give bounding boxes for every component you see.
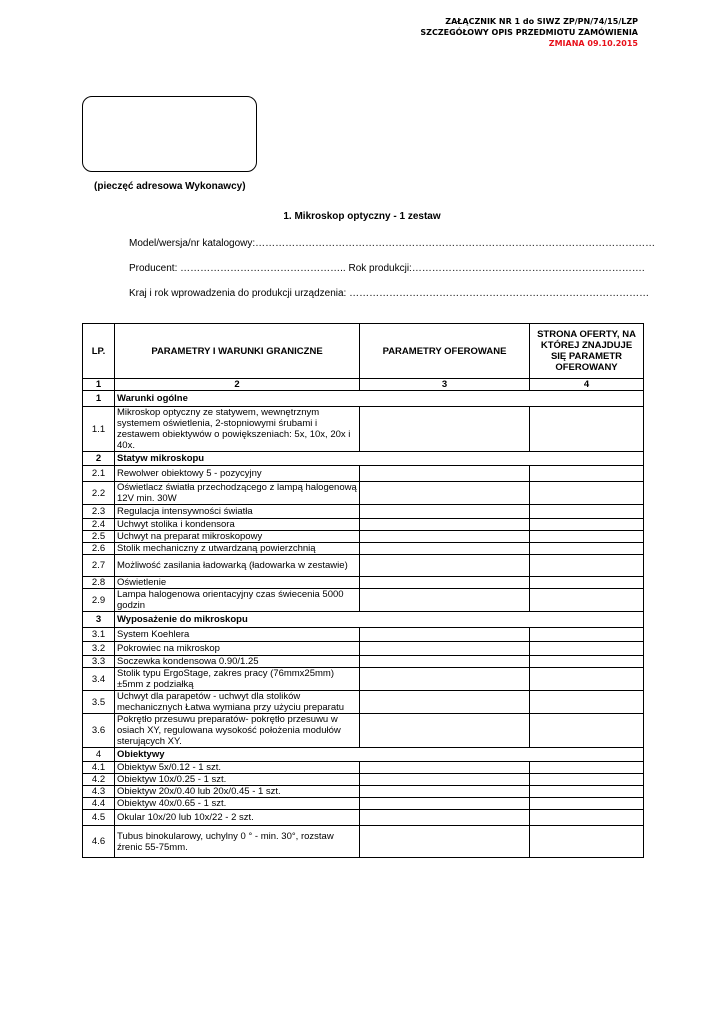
table-row [83,714,644,748]
section-heading: Statyw mikroskopu [115,452,644,466]
offer-page-cell[interactable] [530,577,644,589]
row-number: 2.8 [83,577,115,589]
parameter-text: Pokrętło przesuwu preparatów- pokrętło przesuwu w osiach XY, regulowana wysokość położenia modułów sterujących XY. [115,714,360,748]
offered-parameter-cell[interactable] [360,691,530,714]
specification-table [82,323,644,858]
row-number: 4.4 [83,798,115,810]
table-header-row [83,324,644,379]
offer-page-cell[interactable] [530,656,644,668]
row-number: 3.5 [83,691,115,714]
parameter-text: System Koehlera [115,628,360,642]
offer-page-cell[interactable] [530,668,644,691]
table-row [83,642,644,656]
parameter-text: Uchwyt stolika i kondensora [115,519,360,531]
parameter-text: Uchwyt na preparat mikroskopowy [115,531,360,543]
parameter-text: Oświetlenie [115,577,360,589]
offer-page-cell[interactable] [530,762,644,774]
parameter-text: Uchwyt dla parapetów - uchwyt dla stolików mechanicznych Łatwa wymiana przy użyciu preparatu [115,691,360,714]
header-params: PARAMETRY I WARUNKI GRANICZNE [115,324,360,379]
parameter-text: Soczewka kondensowa 0.90/1.25 [115,656,360,668]
row-number: 3.2 [83,642,115,656]
row-number: 3 [83,612,115,628]
column-number: 4 [530,379,644,391]
parameter-text: Okular 10x/20 lub 10x/22 - 2 szt. [115,810,360,826]
parameter-text: Obiektyw 40x/0.65 - 1 szt. [115,798,360,810]
table-row [83,505,644,519]
offered-parameter-cell[interactable] [360,642,530,656]
offered-parameter-cell[interactable] [360,714,530,748]
offer-page-cell[interactable] [530,628,644,642]
offer-page-cell[interactable] [530,543,644,555]
change-date: ZMIANA 09.10.2015 [548,39,638,48]
table-row [83,577,644,589]
section-heading: Obiektywy [115,748,644,762]
table-row [83,786,644,798]
section-title: 1. Mikroskop optyczny - 1 zestaw [283,211,441,222]
offer-page-cell[interactable] [530,407,644,452]
attachment-subtitle: SZCZEGÓŁOWY OPIS PRZEDMIOTU ZAMÓWIENIA [420,28,638,37]
parameter-text: Obiektyw 10x/0.25 - 1 szt. [115,774,360,786]
column-number-row [83,379,644,391]
section-row [83,452,644,466]
table-row [83,482,644,505]
document-header [420,16,638,49]
offer-page-cell[interactable] [530,531,644,543]
offered-parameter-cell[interactable] [360,531,530,543]
header-page: STRONA OFERTY, NA KTÓREJ ZNAJDUJE SIĘ PARAMETR OFEROWANY [530,324,644,379]
table-row [83,656,644,668]
producer-field[interactable]: Producent: ………………………………………….. Rok produkcji:……………………………………………………………. [129,263,645,274]
offered-parameter-cell[interactable] [360,826,530,858]
row-number: 3.4 [83,668,115,691]
table-row [83,589,644,612]
offer-page-cell[interactable] [530,466,644,482]
offered-parameter-cell[interactable] [360,668,530,691]
row-number: 2.9 [83,589,115,612]
offered-parameter-cell[interactable] [360,555,530,577]
table-row [83,826,644,858]
parameter-text: Możliwość zasilania ładowarką (ładowarka w zestawie) [115,555,360,577]
parameter-text: Obiektyw 5x/0.12 - 1 szt. [115,762,360,774]
table-row [83,691,644,714]
table-row [83,555,644,577]
row-number: 2.5 [83,531,115,543]
column-number: 3 [360,379,530,391]
section-heading: Warunki ogólne [115,391,644,407]
model-field[interactable]: Model/wersja/nr katalogowy:………………………………………………………………………………………………………… [129,238,656,249]
row-number: 3.3 [83,656,115,668]
offer-page-cell[interactable] [530,826,644,858]
table-row [83,407,644,452]
offer-page-cell[interactable] [530,774,644,786]
offer-page-cell[interactable] [530,810,644,826]
offered-parameter-cell[interactable] [360,505,530,519]
parameter-text: Mikroskop optyczny ze statywem, wewnętrznym systemem oświetlenia, 2-stopniowymi śrubami i zestawem obiektywów o powiększeniach: 5x, 10x, 20x i 40x. [115,407,360,452]
row-number: 4.6 [83,826,115,858]
offered-parameter-cell[interactable] [360,774,530,786]
row-number: 4.3 [83,786,115,798]
offered-parameter-cell[interactable] [360,577,530,589]
offered-parameter-cell[interactable] [360,798,530,810]
row-number: 4.2 [83,774,115,786]
offer-page-cell[interactable] [530,798,644,810]
country-field[interactable]: Kraj i rok wprowadzenia do produkcji urządzenia: ……………………………………………………………………………… [129,288,650,299]
offered-parameter-cell[interactable] [360,589,530,612]
parameter-text: Tubus binokularowy, uchylny 0 ° - min. 30°, rozstaw źrenic 55-75mm. [115,826,360,858]
row-number: 2.3 [83,505,115,519]
row-number: 2.4 [83,519,115,531]
offered-parameter-cell[interactable] [360,543,530,555]
section-row [83,748,644,762]
parameter-text: Stolik mechaniczny z utwardzaną powierzchnią [115,543,360,555]
table-row [83,668,644,691]
offered-parameter-cell[interactable] [360,762,530,774]
section-row [83,391,644,407]
table-row [83,466,644,482]
parameter-text: Regulacja intensywności światła [115,505,360,519]
column-number: 1 [83,379,115,391]
row-number: 2.1 [83,466,115,482]
offered-parameter-cell[interactable] [360,786,530,798]
offer-page-cell[interactable] [530,555,644,577]
table-row [83,762,644,774]
table-row [83,628,644,642]
offer-page-cell[interactable] [530,589,644,612]
offered-parameter-cell[interactable] [360,482,530,505]
row-number: 4.1 [83,762,115,774]
table-row [83,531,644,543]
parameter-text: Oświetlacz światła przechodzącego z lampą halogenową 12V min. 30W [115,482,360,505]
row-number: 3.6 [83,714,115,748]
row-number: 2.6 [83,543,115,555]
attachment-title: ZAŁĄCZNIK NR 1 do SIWZ ZP/PN/74/15/LZP [445,17,638,26]
row-number: 4 [83,748,115,762]
offer-page-cell[interactable] [530,786,644,798]
table-row [83,798,644,810]
offered-parameter-cell[interactable] [360,810,530,826]
stamp-caption: (pieczęć adresowa Wykonawcy) [94,181,246,192]
table-row [83,810,644,826]
row-number: 1.1 [83,407,115,452]
company-stamp-box [82,96,257,172]
column-number: 2 [115,379,360,391]
section-row [83,612,644,628]
table-row [83,543,644,555]
offered-parameter-cell[interactable] [360,407,530,452]
offered-parameter-cell[interactable] [360,656,530,668]
row-number: 2 [83,452,115,466]
offer-page-cell[interactable] [530,482,644,505]
parameter-text: Obiektyw 20x/0.40 lub 20x/0.45 - 1 szt. [115,786,360,798]
parameter-text: Pokrowiec na mikroskop [115,642,360,656]
offer-page-cell[interactable] [530,691,644,714]
offered-parameter-cell[interactable] [360,628,530,642]
parameter-text: Rewolwer obiektowy 5 - pozycyjny [115,466,360,482]
row-number: 2.2 [83,482,115,505]
offer-page-cell[interactable] [530,642,644,656]
parameter-text: Stolik typu ErgoStage, zakres pracy (76mmx25mm)±5mm z podziałką [115,668,360,691]
header-lp: LP. [83,324,115,379]
table-row [83,774,644,786]
offered-parameter-cell[interactable] [360,519,530,531]
row-number: 3.1 [83,628,115,642]
parameter-text: Lampa halogenowa orientacyjny czas świecenia 5000 godzin [115,589,360,612]
row-number: 1 [83,391,115,407]
header-offered: PARAMETRY OFEROWANE [360,324,530,379]
row-number: 2.7 [83,555,115,577]
section-heading: Wyposażenie do mikroskopu [115,612,644,628]
offer-page-cell[interactable] [530,519,644,531]
offer-page-cell[interactable] [530,714,644,748]
row-number: 4.5 [83,810,115,826]
offer-page-cell[interactable] [530,505,644,519]
table-row [83,519,644,531]
offered-parameter-cell[interactable] [360,466,530,482]
